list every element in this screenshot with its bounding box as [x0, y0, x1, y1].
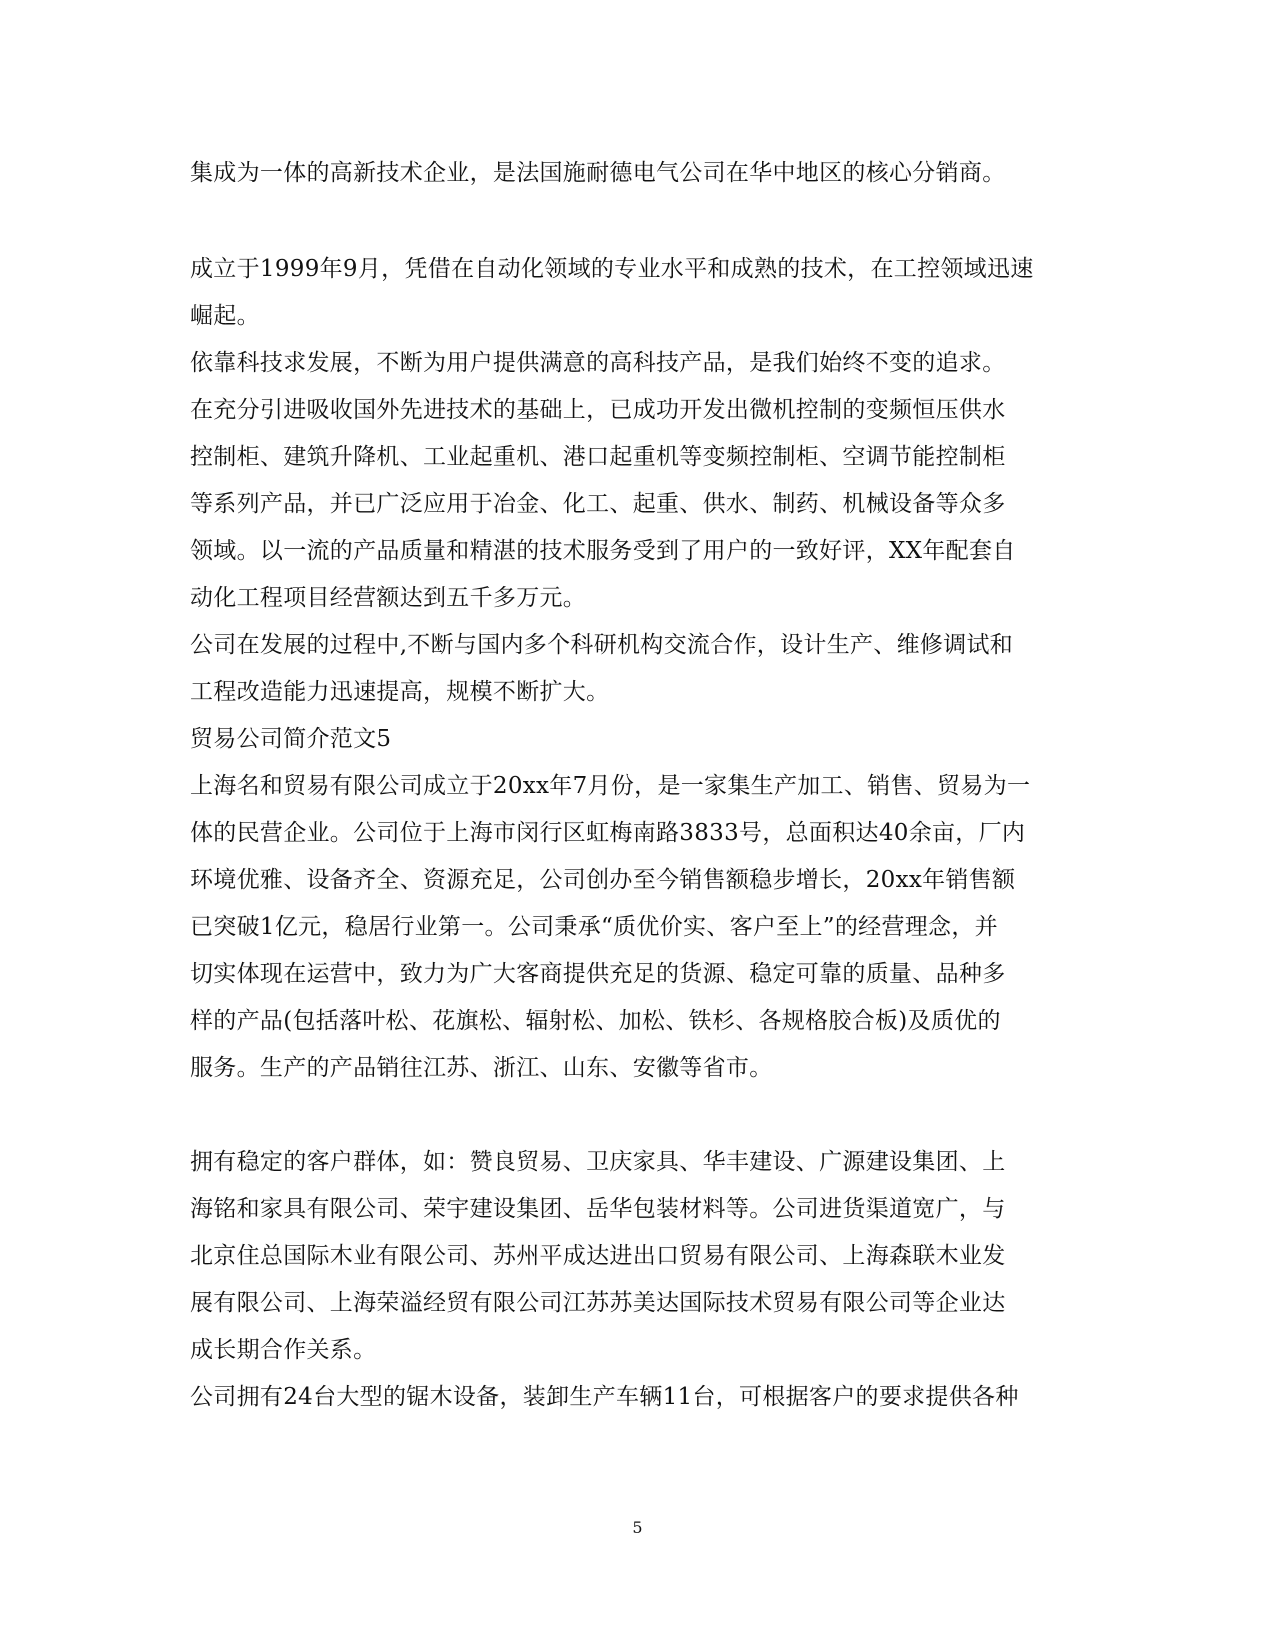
text-line: 环境优雅、设备齐全、资源充足，公司创办至今销售额稳步增长，20xx年销售额 — [190, 867, 1016, 893]
text-line: 北京住总国际木业有限公司、苏州平成达进出口贸易有限公司、上海森联木业发 — [190, 1243, 1006, 1269]
text-line: 服务。生产的产品销往江苏、浙江、山东、安徽等省市。 — [190, 1055, 773, 1081]
text-line: 展有限公司、上海荣溢经贸有限公司江苏苏美达国际技术贸易有限公司等企业达 — [190, 1290, 1006, 1316]
text-line: 领域。以一流的产品质量和精湛的技术服务受到了用户的一致好评，XX年配套自 — [190, 538, 1016, 564]
section-heading: 贸易公司简介范文5 — [190, 726, 392, 752]
text-line: 切实体现在运营中，致力为广大客商提供充足的货源、稳定可靠的质量、品种多 — [190, 961, 1006, 987]
text-line: 崛起。 — [190, 303, 260, 329]
text-line: 在充分引进吸收国外先进技术的基础上，已成功开发出微机控制的变频恒压供水 — [190, 397, 1006, 423]
text-line: 成立于1999年9月，凭借在自动化领域的专业水平和成熟的技术，在工控领域迅速 — [190, 256, 1034, 282]
text-line: 样的产品(包括落叶松、花旗松、辐射松、加松、铁杉、各规格胶合板)及质优的 — [190, 1008, 1001, 1034]
page-number: 5 — [632, 1518, 643, 1537]
text-line: 集成为一体的高新技术企业，是法国施耐德电气公司在华中地区的核心分销商。 — [190, 160, 1006, 186]
text-line: 已突破1亿元，稳居行业第一。公司秉承“质优价实、客户至上”的经营理念，并 — [190, 914, 998, 940]
text-line: 依靠科技求发展，不断为用户提供满意的高科技产品，是我们始终不变的追求。 — [190, 350, 1006, 376]
text-line: 拥有稳定的客户群体，如：赞良贸易、卫庆家具、华丰建设、广源建设集团、上 — [190, 1149, 1006, 1175]
text-line: 公司拥有24台大型的锯木设备，装卸生产车辆11台，可根据客户的要求提供各种 — [190, 1384, 1019, 1410]
text-line: 公司在发展的过程中,不断与国内多个科研机构交流合作，设计生产、维修调试和 — [190, 632, 1014, 658]
text-line: 成长期合作关系。 — [190, 1337, 377, 1363]
text-line: 等系列产品，并已广泛应用于冶金、化工、起重、供水、制药、机械设备等众多 — [190, 491, 1006, 517]
text-line: 控制柜、建筑升降机、工业起重机、港口起重机等变频控制柜、空调节能控制柜 — [190, 444, 1006, 470]
text-line: 工程改造能力迅速提高，规模不断扩大。 — [190, 679, 610, 705]
text-line: 海铭和家具有限公司、荣宇建设集团、岳华包装材料等。公司进货渠道宽广，与 — [190, 1196, 1006, 1222]
text-line: 动化工程项目经营额达到五千多万元。 — [190, 585, 587, 611]
text-line: 上海名和贸易有限公司成立于20xx年7月份，是一家集生产加工、销售、贸易为一 — [190, 773, 1031, 799]
text-line: 体的民营企业。公司位于上海市闵行区虹梅南路3833号，总面积达40余亩，厂内 — [190, 820, 1026, 846]
